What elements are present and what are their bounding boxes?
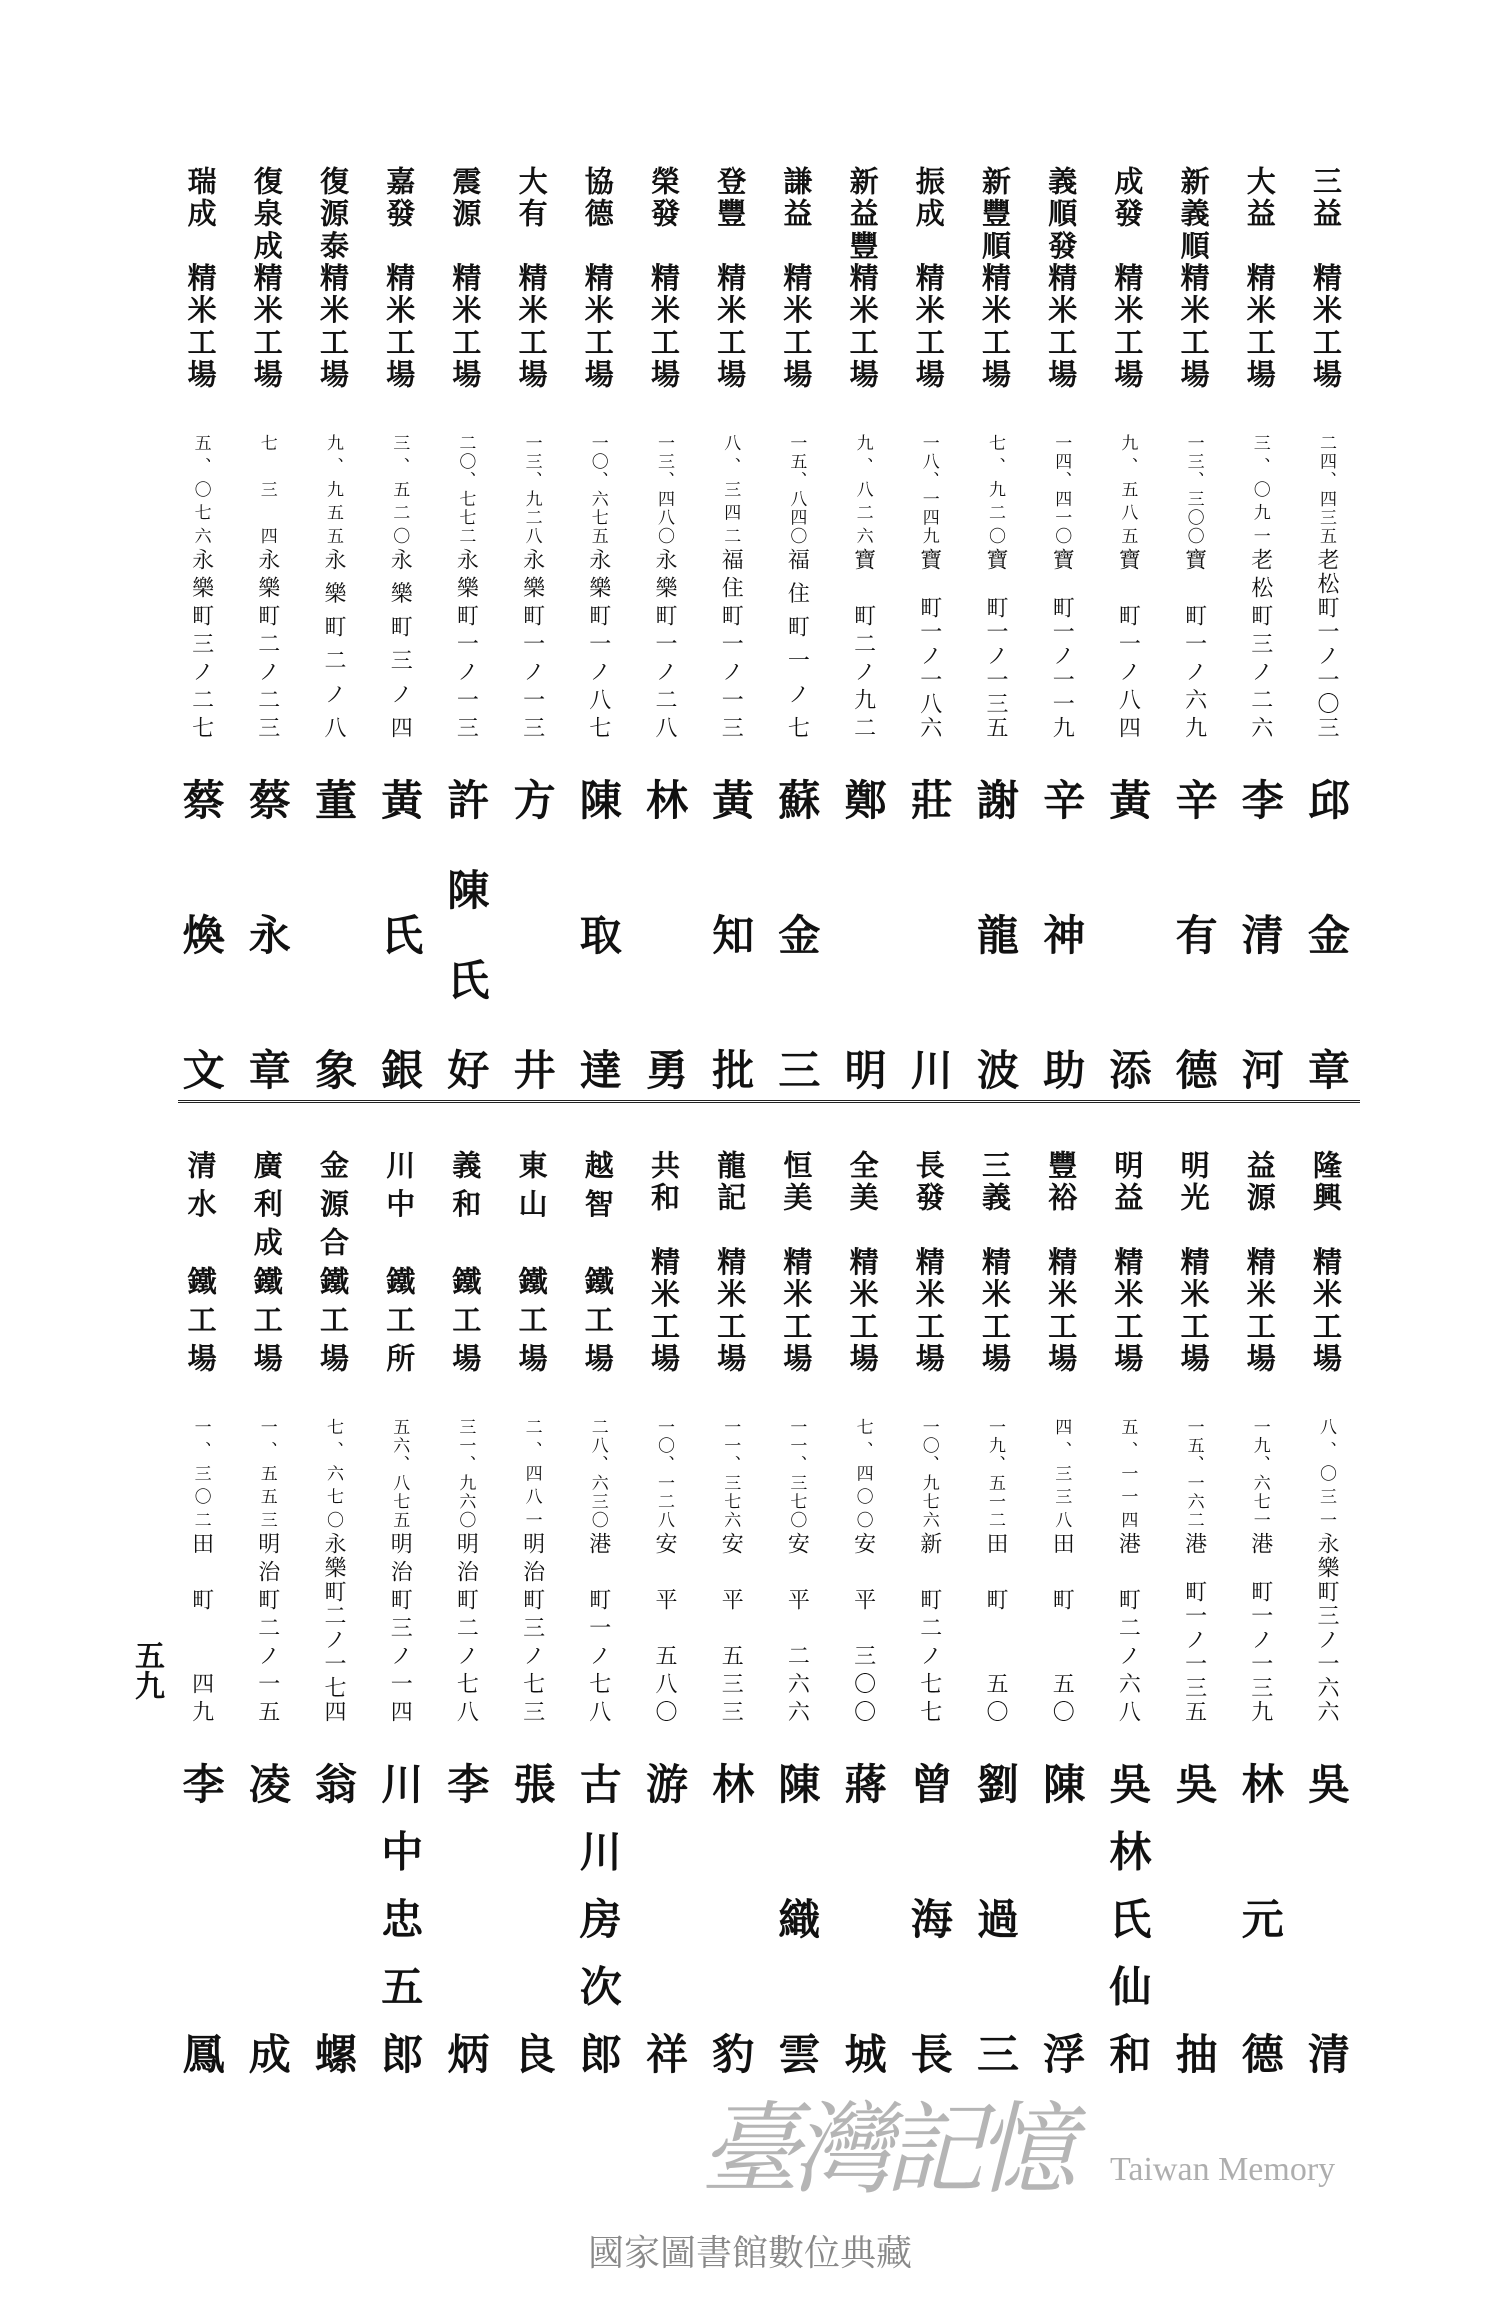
owner-name: 游祥	[640, 1762, 689, 2074]
address: 老松町一ノ一〇三	[1314, 548, 1339, 738]
address: 寶 町一ノ八四	[1115, 548, 1141, 738]
register-entry	[566, 1150, 630, 2080]
owner-name: 張良	[507, 1762, 557, 2074]
firm-name: 豐裕 精米工場	[1044, 1150, 1079, 1372]
register-entry	[169, 166, 233, 1096]
register-entry	[1228, 166, 1292, 1096]
owner-name: 許陳氏好	[441, 778, 491, 1090]
capital-amount: 九、八二六	[852, 434, 873, 544]
owner-name: 川中忠五郎	[375, 1762, 425, 2074]
capital-amount: 八、〇三一	[1316, 1418, 1336, 1528]
register-entry	[1162, 1150, 1226, 2080]
address: 寶 町二ノ九二	[850, 548, 876, 738]
address: 寶 町一ノ六九	[1181, 548, 1207, 738]
owner-name: 陳浮	[1037, 1762, 1087, 2074]
register-entry	[235, 1150, 299, 2080]
firm-name: 成發 精米工場	[1110, 166, 1145, 388]
capital-amount: 三、〇九一	[1249, 434, 1270, 544]
owner-name: 劉過三	[971, 1762, 1020, 2074]
owner-name: 董象	[309, 778, 358, 1090]
register-entry	[1095, 1150, 1159, 2080]
firm-name: 新義順精米工場	[1176, 166, 1211, 388]
register-entry	[963, 166, 1027, 1096]
firm-name: 瑞成 精米工場	[183, 166, 218, 388]
firm-name: 全美 精米工場	[845, 1150, 880, 1372]
owner-name: 辛神助	[1037, 778, 1087, 1090]
firm-name: 登豐 精米工場	[713, 166, 748, 388]
firm-name: 義順發精米工場	[1044, 166, 1079, 388]
address: 安 平 五八〇	[652, 1532, 677, 1722]
register-entry	[367, 166, 431, 1096]
firm-name: 義和 鐵工場	[448, 1150, 483, 1372]
capital-amount: 二、四八一	[521, 1418, 542, 1528]
capital-amount: 一一、三七〇	[786, 1418, 807, 1528]
firm-name: 越智 鐵工場	[580, 1150, 615, 1372]
address: 永樂町一ノ一三	[519, 548, 545, 738]
address: 永樂町二ノ二三	[254, 548, 280, 738]
address: 永樂町三ノ四	[387, 548, 413, 738]
address: 田 町 五〇	[1049, 1532, 1075, 1722]
capital-amount: 九、五八五	[1117, 434, 1138, 544]
capital-amount: 三、五二〇	[389, 434, 410, 544]
address: 寶 町一ノ一三五	[983, 548, 1008, 738]
watermark-logo: 臺灣記憶	[700, 2091, 1068, 2208]
register-entry	[1294, 166, 1358, 1096]
address: 福住町一ノ一三	[718, 548, 744, 738]
owner-name: 李炳	[441, 1762, 491, 2074]
register-entry	[1029, 166, 1093, 1096]
address: 新 町二ノ七七	[916, 1532, 942, 1722]
address: 田 町 五〇	[983, 1532, 1008, 1722]
register-entry	[963, 1150, 1027, 2080]
owner-name: 林元德	[1235, 1762, 1285, 2074]
address: 寶 町一ノ一八六	[916, 548, 942, 738]
register-entry	[632, 1150, 696, 2080]
capital-amount: 一三、四八〇	[654, 434, 674, 544]
register-entry	[301, 1150, 365, 2080]
address: 永樂町二ノ八	[321, 548, 346, 738]
capital-amount: 五六、八七五	[389, 1418, 410, 1528]
owner-name: 吳林氏仙和	[1103, 1762, 1153, 2074]
address: 明治町二ノ七八	[453, 1532, 479, 1722]
capital-amount: 七、六七〇	[323, 1418, 343, 1528]
capital-amount: 一〇、六七五	[587, 434, 608, 544]
capital-amount: 二八、六三〇	[587, 1418, 608, 1528]
owner-name: 李鳳	[176, 1762, 226, 2074]
firm-name: 新益豐精米工場	[845, 166, 880, 388]
capital-amount: 一四、四一〇	[1051, 434, 1072, 544]
address: 明治町三ノ一四	[387, 1532, 413, 1722]
capital-amount: 五、一一四	[1117, 1418, 1138, 1528]
address: 永樂町三ノ二七	[188, 548, 214, 738]
owner-name: 吳清	[1302, 1762, 1351, 2074]
owner-name: 林豹	[706, 1762, 756, 2074]
capital-amount: 一三、三〇〇	[1183, 434, 1204, 544]
capital-amount: 一〇、九七六	[918, 1418, 939, 1528]
firm-name: 廣利成鐵工場	[249, 1150, 284, 1372]
page-number: 五九	[129, 1640, 164, 1700]
firm-name: 金源合鐵工場	[316, 1150, 350, 1372]
register-entry	[632, 166, 696, 1096]
register-entry	[897, 1150, 961, 2080]
owner-name: 黃氏銀	[375, 778, 425, 1090]
owner-name: 辛有德	[1169, 778, 1219, 1090]
capital-amount: 五、〇七六	[190, 434, 211, 544]
owner-name: 凌成	[242, 1762, 292, 2074]
address: 安 平 三〇〇	[850, 1532, 876, 1722]
firm-name: 振成 精米工場	[911, 166, 946, 388]
register-entry	[698, 166, 762, 1096]
register-entry	[433, 1150, 497, 2080]
firm-name: 共和 精米工場	[647, 1150, 681, 1372]
address: 永樂町三ノ一六六	[1314, 1532, 1339, 1722]
register-entry	[1294, 1150, 1358, 2080]
register-entry	[367, 1150, 431, 2080]
address: 永樂町一ノ八七	[585, 548, 611, 738]
register-entry	[500, 166, 564, 1096]
section-divider	[178, 1100, 1360, 1103]
register-entry	[500, 1150, 564, 2080]
register-entry	[169, 1150, 233, 2080]
owner-name: 蔣城	[838, 1762, 888, 2074]
firm-name: 復源泰精米工場	[316, 166, 350, 388]
register-entry	[1162, 166, 1226, 1096]
register-entry	[764, 1150, 828, 2080]
owner-name: 李清河	[1235, 778, 1285, 1090]
owner-name: 方井	[507, 778, 557, 1090]
firm-name: 川中 鐵工所	[382, 1150, 417, 1372]
capital-amount: 二〇、七七二	[455, 434, 476, 544]
owner-name: 林勇	[640, 778, 689, 1090]
firm-name: 嘉發 精米工場	[382, 166, 417, 388]
firm-name: 復泉成精米工場	[249, 166, 284, 388]
firm-name: 三益 精米工場	[1309, 166, 1343, 388]
register-entry	[1029, 1150, 1093, 2080]
owner-name: 曾海長	[904, 1762, 954, 2074]
footer-credit: 國家圖書館數位典藏	[587, 2233, 912, 2274]
register-entry	[764, 166, 828, 1096]
bottom-register-section	[0, 1150, 1500, 2080]
register-entry	[566, 166, 630, 1096]
firm-name: 三義 精米工場	[978, 1150, 1012, 1372]
capital-amount: 一、三〇二	[190, 1418, 211, 1528]
owner-name: 古川房次郎	[573, 1762, 623, 2074]
capital-amount: 一五、八四〇	[786, 434, 807, 544]
firm-name: 協德 精米工場	[580, 166, 615, 388]
firm-name: 震源 精米工場	[448, 166, 483, 388]
address: 寶 町一ノ一一九	[1049, 548, 1075, 738]
address: 老松町三ノ二六	[1247, 548, 1273, 738]
address: 永樂町一ノ二八	[652, 548, 677, 738]
capital-amount: 一九、五一二	[985, 1418, 1005, 1528]
firm-name: 龍記 精米工場	[713, 1150, 748, 1372]
register-entry	[433, 166, 497, 1096]
address: 永樂町一ノ一三	[453, 548, 479, 738]
capital-amount: 一一、三七六	[720, 1418, 741, 1528]
register-entry	[698, 1150, 762, 2080]
address: 港 町一ノ一三九	[1247, 1532, 1273, 1722]
watermark-subtext: Taiwan Memory	[1110, 2151, 1336, 2188]
owner-name: 鄭明	[838, 778, 888, 1090]
register-entry	[301, 166, 365, 1096]
register-entry	[897, 166, 961, 1096]
register-entry	[831, 1150, 895, 2080]
capital-amount: 一三、九二八	[521, 434, 542, 544]
register-entry	[831, 166, 895, 1096]
address: 永樂町二ノ一七四	[321, 1532, 346, 1722]
register-entry	[1228, 1150, 1292, 2080]
capital-amount: 七三四	[256, 434, 277, 544]
register-entry	[1095, 166, 1159, 1096]
firm-name: 大有 精米工場	[514, 166, 549, 388]
address: 明治町二ノ一五	[254, 1532, 280, 1722]
capital-amount: 二四、四三五	[1316, 434, 1336, 544]
firm-name: 大益 精米工場	[1242, 166, 1277, 388]
firm-name: 益源 精米工場	[1242, 1150, 1277, 1372]
capital-amount: 一五、一六二	[1183, 1418, 1204, 1528]
capital-amount: 八、三四二	[720, 434, 741, 544]
capital-amount: 七、四〇〇	[852, 1418, 873, 1528]
capital-amount: 一、五五三	[256, 1418, 277, 1528]
capital-amount: 四、三三八	[1051, 1418, 1072, 1528]
firm-name: 清水 鐵工場	[183, 1150, 218, 1372]
firm-name: 明光 精米工場	[1176, 1150, 1211, 1372]
address: 明治町三ノ七三	[519, 1532, 545, 1722]
address: 田 町 四九	[188, 1532, 214, 1722]
capital-amount: 一〇、一二八	[654, 1418, 674, 1528]
owner-name: 蔡煥文	[176, 778, 226, 1090]
owner-name: 翁螺	[309, 1762, 358, 2074]
owner-name: 蔡永章	[242, 778, 292, 1090]
firm-name: 謙益 精米工場	[779, 166, 814, 388]
owner-name: 莊川	[904, 778, 954, 1090]
capital-amount: 九、九五五	[323, 434, 343, 544]
firm-name: 榮發 精米工場	[647, 166, 681, 388]
firm-name: 新豐順精米工場	[978, 166, 1012, 388]
capital-amount: 七、九二〇	[985, 434, 1005, 544]
owner-name: 陳織雲	[772, 1762, 822, 2074]
register-entry	[235, 166, 299, 1096]
capital-amount: 一九、六七一	[1249, 1418, 1270, 1528]
firm-name: 恒美 精米工場	[779, 1150, 814, 1372]
firm-name: 隆興 精米工場	[1309, 1150, 1343, 1372]
capital-amount: 三一、九六〇	[455, 1418, 476, 1528]
owner-name: 黃添	[1103, 778, 1153, 1090]
capital-amount: 一八、一四九	[918, 434, 939, 544]
owner-name: 吳抽	[1169, 1762, 1219, 2074]
owner-name: 蘇金三	[772, 778, 822, 1090]
owner-name: 謝龍波	[971, 778, 1020, 1090]
address: 安 平 二六六	[784, 1532, 810, 1722]
address: 安 平 五三三	[718, 1532, 744, 1722]
address: 港 町一ノ一三五	[1181, 1532, 1207, 1722]
firm-name: 長發 精米工場	[911, 1150, 946, 1372]
address: 福住町一ノ七	[784, 548, 810, 738]
address: 港 町二ノ六八	[1115, 1532, 1141, 1722]
firm-name: 明益 精米工場	[1110, 1150, 1145, 1372]
owner-name: 陳取達	[573, 778, 623, 1090]
firm-name: 東山 鐵工場	[514, 1150, 549, 1372]
top-register-section	[0, 166, 1500, 1096]
address: 港 町一ノ七八	[585, 1532, 611, 1722]
owner-name: 黃知批	[706, 778, 756, 1090]
owner-name: 邱金章	[1302, 778, 1351, 1090]
